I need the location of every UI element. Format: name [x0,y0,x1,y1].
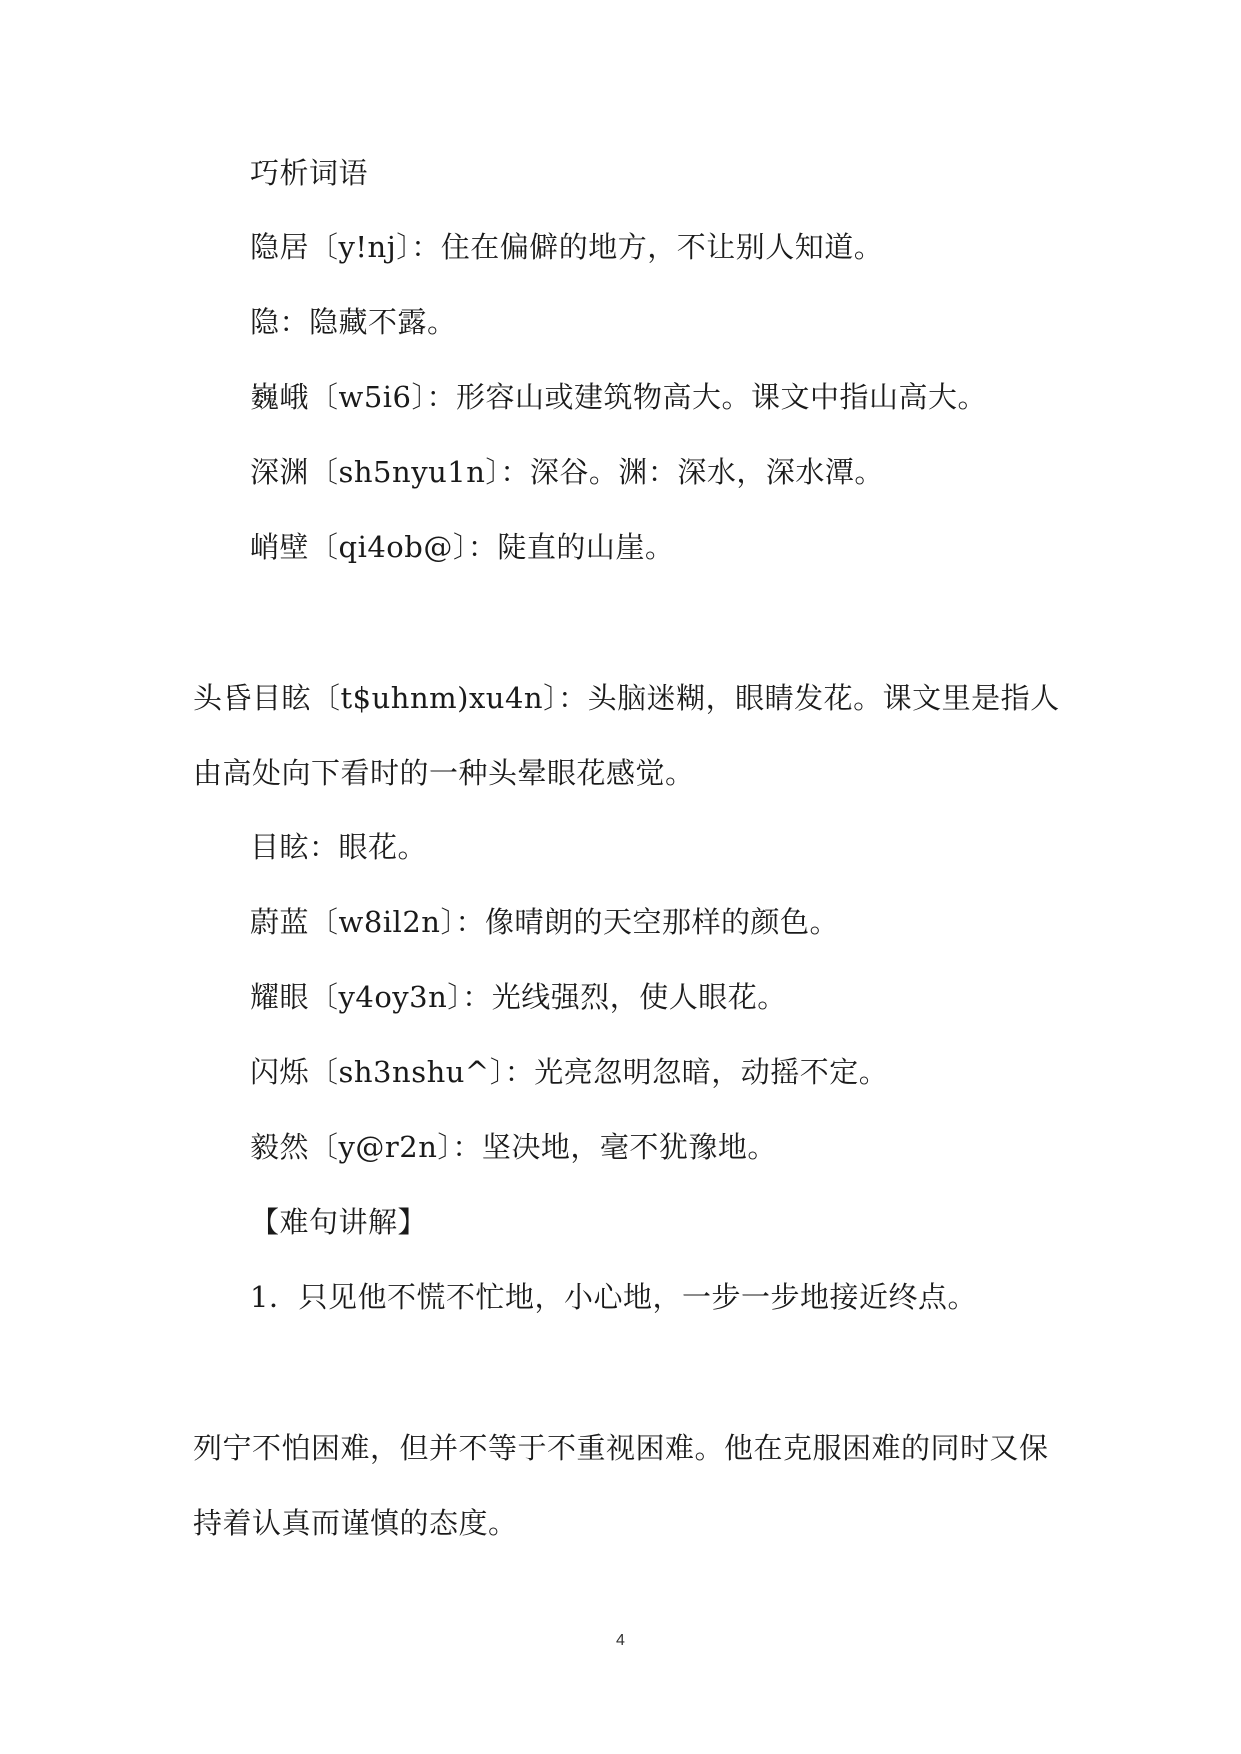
vocab-entry-yaoyan: 耀眼〔y4oy3n〕：光线强烈，使人眼花。 [250,980,787,1014]
vocab-entry-shenyuan: 深渊〔sh5nyu1n〕：深谷。渊：深水，深水潭。 [250,455,884,489]
page-number: 4 [616,1632,625,1649]
vocab-entry-yiran: 毅然〔y@r2n〕：坚决地，毫不犹豫地。 [250,1130,777,1164]
section-heading-difficult-sentences: 【难句讲解】 [250,1205,428,1239]
explanation-paragraph-cont: 持着认真而谨慎的态度。 [193,1506,518,1540]
section-heading: 巧析词语 [250,156,369,190]
vocab-note-muxuan: 目眩：眼花。 [250,830,428,864]
vocab-entry-weie: 巍峨〔w5i6〕：形容山或建筑物高大。课文中指山高大。 [250,380,988,414]
vocab-note-yin: 隐：隐藏不露。 [250,305,457,339]
difficult-sentence-1: 1．只见他不慌不忙地，小心地，一步一步地接近终点。 [250,1280,977,1314]
vocab-entry-yinju: 隐居〔y!nj〕：住在偏僻的地方，不让别人知道。 [250,230,884,264]
vocab-entry-weilan: 蔚蓝〔w8il2n〕：像晴朗的天空那样的颜色。 [250,905,839,939]
explanation-paragraph: 列宁不怕困难，但并不等于不重视困难。他在克服困难的同时又保 [193,1431,1049,1465]
vocab-entry-shanshuo: 闪烁〔sh3nshu^〕：光亮忽明忽暗，动摇不定。 [250,1055,889,1089]
vocab-entry-touhunmuxuan-cont: 由高处向下看时的一种头晕眼花感觉。 [193,756,695,790]
vocab-entry-touhunmuxuan: 头昏目眩〔t$uhnm)xu4n〕：头脑迷糊，眼睛发花。课文里是指人 [193,681,1060,715]
vocab-entry-qiaobi: 峭壁〔qi4ob@〕：陡直的山崖。 [250,530,675,564]
